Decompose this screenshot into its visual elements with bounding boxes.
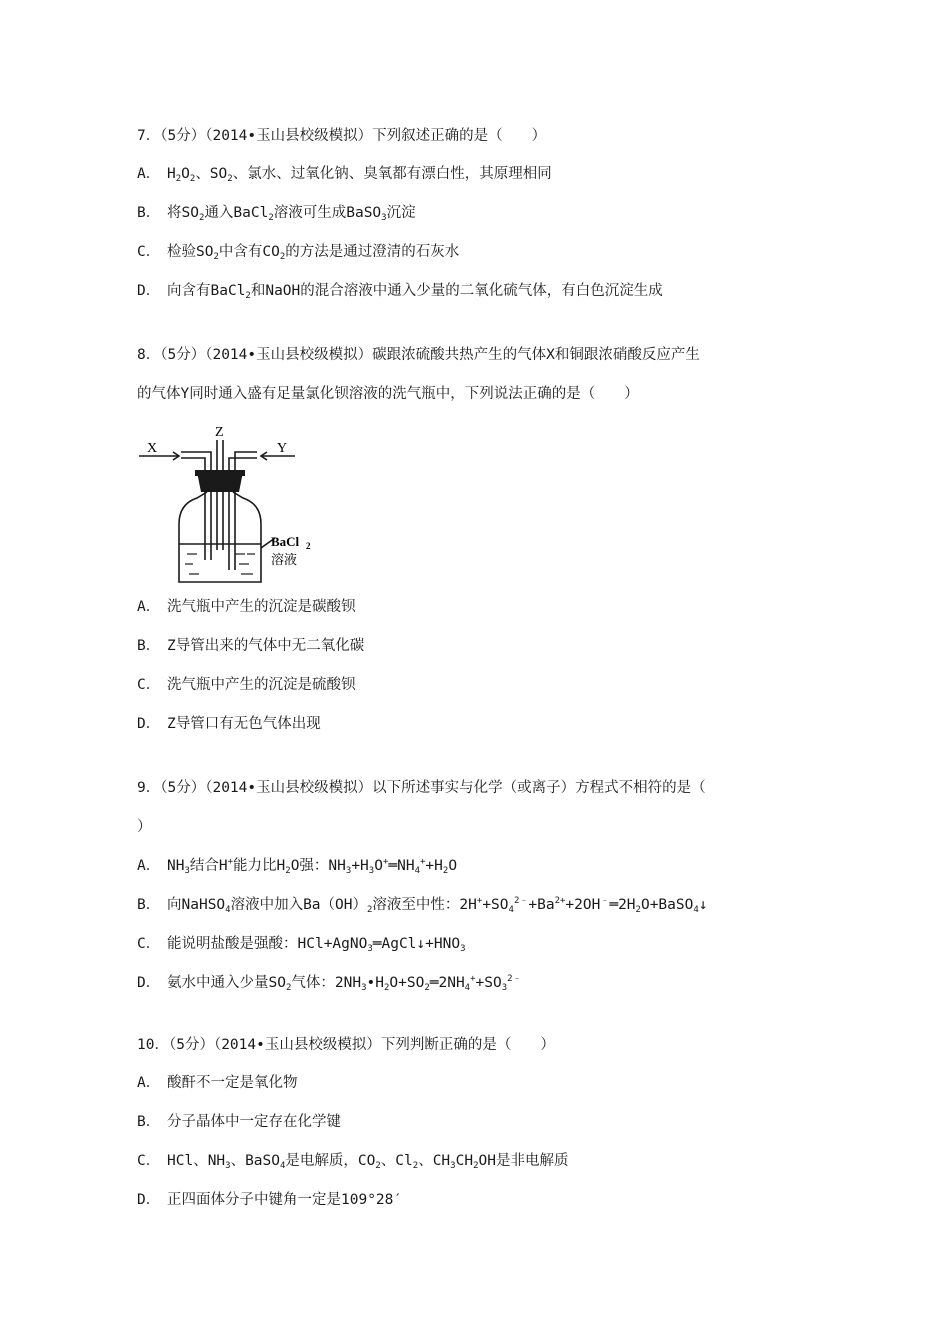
q9-option-b: B． 向NaHSO$_4$溶液中加入$Ba(OH)_2$溶液至中性：$2H^++SO_4^{2﹣}+Ba^{2+}+2OH^﹣═2H_2O+BaSO_4↓$ (137, 896, 708, 915)
y-label: Y (277, 441, 288, 456)
q9-option-d: D． 氨水中通入少量$SO_2$气体：$2NH_3•H_2O+SO_2═2NH_4^++SO_3^{2﹣}$ (137, 974, 522, 993)
y-inlet-tube (229, 452, 257, 570)
q7-option-c: C． 检验$SO_2$中含有$CO_2$的方法是通过澄清的石灰水 (137, 244, 460, 262)
q8-option-c: C． 洗气瓶中产生的沉淀是硫酸钡 (137, 677, 356, 693)
q8-stem-line1: 8．（5分）（2014•玉山县校级模拟）碳跟浓硫酸共热产生的气体X和铜跟浓硝酸反应产生 (137, 347, 700, 363)
q8-option-b: B． Z导管出来的气体中无二氧化碳 (137, 638, 365, 654)
q9-option-a: A． $NH_3$结合H+能力比$H_2O$强：$NH_3+H_3O^+═NH_4^++H_2O$ (137, 857, 458, 876)
q10-stem: 10．（5分）（2014•玉山县校级模拟）下列判断正确的是（ ） (137, 1037, 555, 1053)
q7-option-a: A． $H_2O_2$、$SO_2$、氯水、过氧化钠、臭氧都有漂白性，其原理相同 (137, 166, 552, 184)
q10-option-d: D． 正四面体分子中键角一定是109°28′ (137, 1192, 403, 1208)
solution-label: 溶液 (271, 553, 298, 568)
stopper-rim (195, 470, 245, 476)
q10-option-a: A． 酸酐不一定是氧化物 (137, 1075, 298, 1091)
q10-option-b: B． 分子晶体中一定存在化学键 (137, 1114, 341, 1130)
z-label: Z (215, 425, 224, 440)
z-outlet-tube (217, 440, 223, 550)
q8-option-a: A． 洗气瓶中产生的沉淀是碳酸钡 (137, 599, 356, 615)
bacl2-label: BaCl (271, 534, 300, 549)
q9-stem-line1: 9．（5分）（2014•玉山县校级模拟）以下所述事实与化学（或离子）方程式不相符的是（ (137, 780, 706, 796)
q8-stem-line2: 的气体Y同时通入盛有足量氯化钡溶液的洗气瓶中，下列说法正确的是（ ） (137, 386, 639, 402)
q7-option-b: B． 将$SO_2$通入BaCl$_2$溶液可生成BaSO$_3$沉淀 (137, 205, 416, 223)
bottle-body (179, 492, 261, 582)
q9-option-c: C． 能说明盐酸是强酸：$HCl+AgNO_3═AgCl↓+HNO_3$ (137, 936, 466, 954)
gas-washing-bottle-diagram (135, 420, 315, 590)
q8-option-d: D． Z导管口有无色气体出现 (137, 716, 321, 732)
liquid-dashes (185, 554, 255, 574)
q9-stem-line2: ） (137, 819, 152, 835)
x-label: X (147, 441, 158, 456)
q10-option-c: C． HCl、$NH_3$、BaSO$_4$是电解质，$CO_2$、$Cl_2$、$CH_3CH_2OH$是非电解质 (137, 1153, 569, 1171)
bacl2-subscript: 2 (306, 541, 311, 551)
q7-option-d: D． 向含有BaCl$_2$和NaOH的混合溶液中通入少量的二氧化硫气体，有白色沉淀生成 (137, 283, 663, 301)
q7-stem: 7．（5分）（2014•玉山县校级模拟）下列叙述正确的是（ ） (137, 128, 547, 144)
